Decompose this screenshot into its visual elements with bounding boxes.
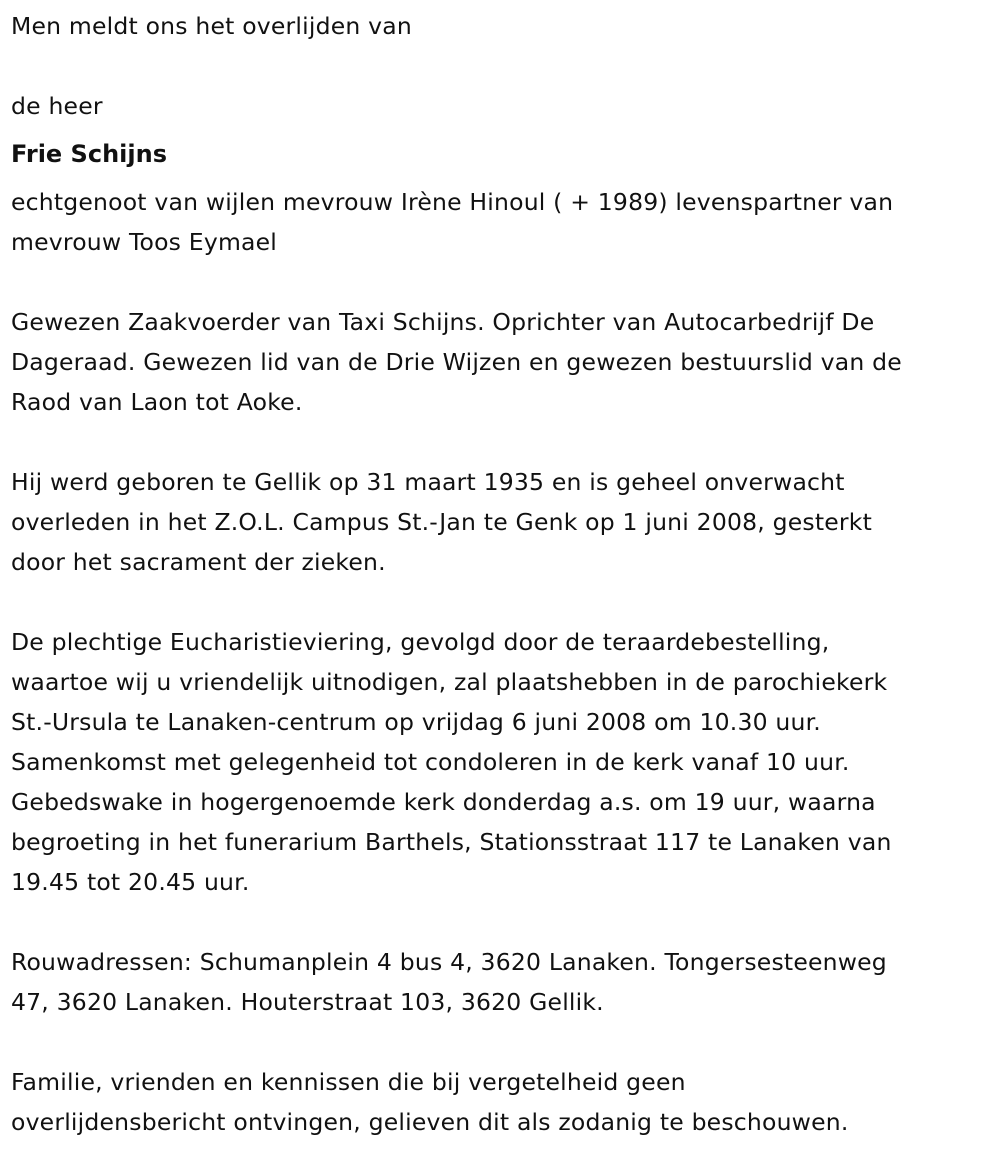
spacer [11, 902, 996, 942]
spacer [11, 174, 996, 182]
spacer [11, 262, 996, 302]
birth-death-line: Hij werd geboren te Gellik op 31 maart 1935 en is geheel onverwacht [11, 468, 845, 496]
spacer [11, 1022, 996, 1062]
closing-line: Familie, vrienden en kennissen die bij vergetelheid geen [11, 1068, 686, 1096]
birth-death-line: door het sacrament der zieken. [11, 548, 386, 576]
relations-line: echtgenoot van wijlen mevrouw Irène Hinoul ( + 1989) levenspartner van [11, 188, 894, 216]
closing-line: overlijdensbericht ontvingen, gelieven dit als zodanig te beschouwen. [11, 1108, 849, 1136]
ceremony-line: begroeting in het funerarium Barthels, Stationsstraat 117 te Lanaken van [11, 828, 892, 856]
career-line: Dageraad. Gewezen lid van de Drie Wijzen en gewezen bestuurslid van de [11, 348, 902, 376]
deceased-name: Frie Schijns [11, 140, 167, 168]
ceremony-line: St.-Ursula te Lanaken-centrum op vrijdag 6 juni 2008 om 10.30 uur. [11, 708, 821, 736]
addresses-line: Rouwadressen: Schumanplein 4 bus 4, 3620 Lanaken. Tongersesteenweg [11, 948, 887, 976]
closing-paragraph [11, 1062, 996, 1142]
relations-line: mevrouw Toos Eymael [11, 228, 278, 256]
obituary-document [11, 6, 996, 1142]
addresses-paragraph [11, 942, 996, 1022]
spacer [11, 582, 996, 622]
ceremony-line: Samenkomst met gelegenheid tot condoleren in de kerk vanaf 10 uur. [11, 748, 850, 776]
spacer [11, 126, 996, 134]
spacer [11, 422, 996, 462]
ceremony-line: waartoe wij u vriendelijk uitnodigen, zal plaatshebben in de parochiekerk [11, 668, 888, 696]
ceremony-paragraph [11, 622, 996, 902]
birth-death-line: overleden in het Z.O.L. Campus St.-Jan te Genk op 1 juni 2008, gesterkt [11, 508, 872, 536]
spacer [11, 46, 996, 86]
ceremony-line: Gebedswake in hogergenoemde kerk donderdag a.s. om 19 uur, waarna [11, 788, 876, 816]
birth-death-paragraph [11, 462, 996, 582]
career-paragraph [11, 302, 996, 422]
ceremony-line: 19.45 tot 20.45 uur. [11, 868, 250, 896]
ceremony-line: De plechtige Eucharistieviering, gevolgd door de teraardebestelling, [11, 628, 830, 656]
addresses-line: 47, 3620 Lanaken. Houterstraat 103, 3620 Gellik. [11, 988, 604, 1016]
career-line: Gewezen Zaakvoerder van Taxi Schijns. Oprichter van Autocarbedrijf De [11, 308, 875, 336]
intro-text: Men meldt ons het overlijden van [11, 12, 412, 40]
honorific-text: de heer [11, 92, 103, 120]
career-line: Raod van Laon tot Aoke. [11, 388, 303, 416]
relations-paragraph [11, 182, 996, 262]
